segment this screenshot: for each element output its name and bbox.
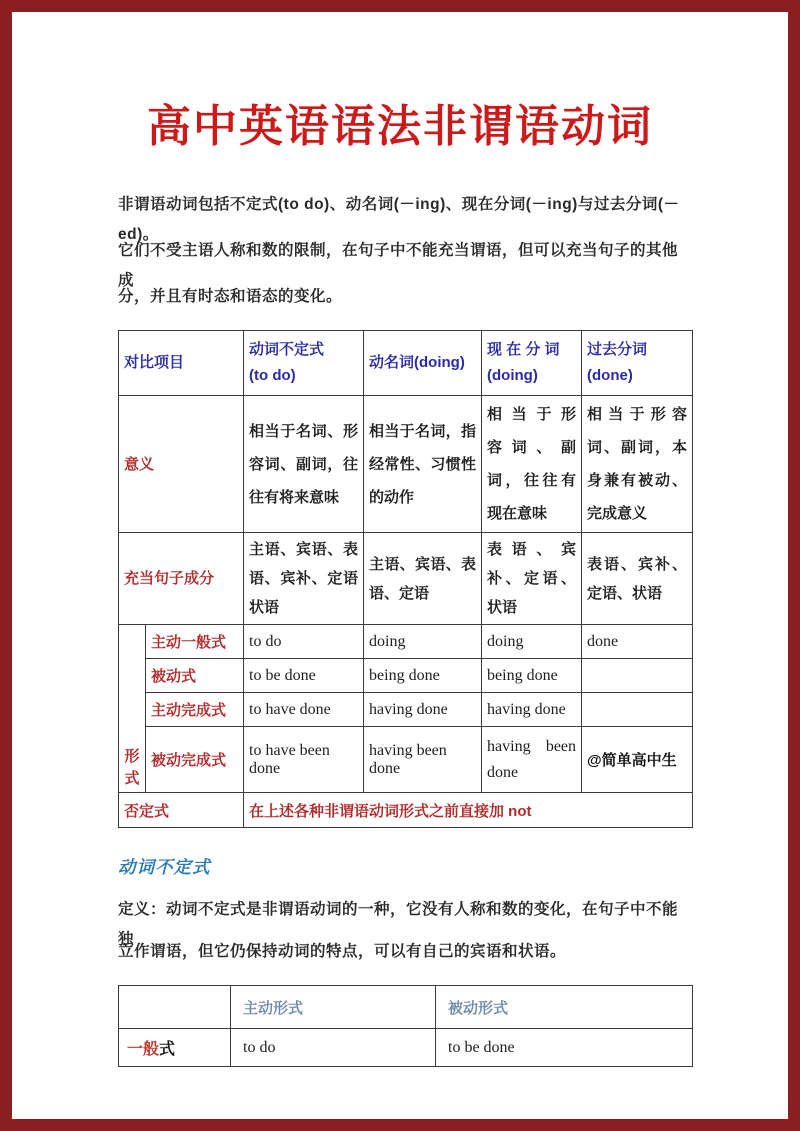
meaning-cell-gerund: 相当于名词，指经常性、习惯性的动作 <box>364 396 482 533</box>
infinitive-table-header-row <box>119 986 693 1029</box>
page-content <box>118 190 692 1067</box>
page-title: 高中英语语法非谓语动词 <box>147 102 653 151</box>
meaning-row-label: 意义 <box>119 396 244 533</box>
meaning-cell-infinitive: 相当于名词、形容词、副词，往往有将来意味 <box>244 396 364 533</box>
infinitive-general-passive: to be done <box>436 1029 693 1067</box>
intro-line-1: 非谓语动词包括不定式(to do)、动名词(－ing)、现在分词(－ing)与过去分词(－ed)。 <box>118 196 680 243</box>
form-cell: having done <box>482 693 582 727</box>
form-cell: doing <box>364 625 482 659</box>
component-cell-gerund: 主语、宾语、表语、定语 <box>364 533 482 625</box>
form-cell: being done <box>482 659 582 693</box>
form-row-passive-perfect <box>119 727 693 793</box>
meaning-row <box>119 396 693 533</box>
negative-row-content: 在上述各种非谓语动词形式之前直接加 not <box>244 793 693 828</box>
form-cell: having done <box>364 693 482 727</box>
component-row-label: 充当句子成分 <box>119 533 244 625</box>
meaning-cell-present: 相 当 于 形 容词、副词，往往有现在意味 <box>482 396 582 533</box>
negative-form-row <box>119 793 693 828</box>
infinitive-general-label <box>119 1029 231 1067</box>
section-heading-infinitive: 动词不定式 <box>118 857 211 877</box>
header-present-participle-line2: (doing) <box>487 367 538 384</box>
intro-paragraph <box>118 190 692 328</box>
form-sublabel-active-perfect: 主动完成式 <box>146 693 244 727</box>
form-cell: to have done <box>244 693 364 727</box>
header-present-participle <box>482 331 582 396</box>
form-row-active-general <box>119 625 693 659</box>
infinitive-general-row <box>119 1029 693 1067</box>
component-cell-past: 表语、宾补、定语、状语 <box>582 533 693 625</box>
infinitive-general-label-black: 式 <box>159 1041 176 1058</box>
form-row-passive <box>119 659 693 693</box>
infinitive-header-active: 主动形式 <box>231 986 436 1029</box>
intro-line-2: 它们不受主语人称和数的限制，在句子中不能充当谓语，但可以充当句子的其他 成 <box>118 242 679 289</box>
form-cell: being done <box>364 659 482 693</box>
header-present-participle-line1: 现 在 分 词 <box>487 341 560 358</box>
form-cell: to be done <box>244 659 364 693</box>
comparison-table <box>118 330 693 828</box>
form-cell: doing <box>482 625 582 659</box>
infinitive-forms-table <box>118 985 693 1067</box>
header-infinitive <box>244 331 364 396</box>
definition-line-1: 定义：动词不定式是非谓语动词的一种，它没有人称和数的变化，在句子中不能独 <box>118 901 679 948</box>
form-cell: done <box>582 625 693 659</box>
infinitive-header-blank <box>119 986 231 1029</box>
intro-line-3: 分，并且有时态和语态的变化。 <box>118 288 343 305</box>
watermark-text: @简单高中生 <box>582 727 693 793</box>
form-sublabel-passive-perfect: 被动完成式 <box>146 727 244 793</box>
form-cell <box>582 693 693 727</box>
header-past-participle: 过去分词(done) <box>582 331 693 396</box>
comparison-table-header-row <box>119 331 693 396</box>
header-compare-item: 对比项目 <box>119 331 244 396</box>
form-sublabel-active-general: 主动一般式 <box>146 625 244 659</box>
component-cell-present: 表语、宾补、定语、状语 <box>482 533 582 625</box>
form-group-label: 形式 <box>119 625 146 793</box>
header-infinitive-line1: 动词不定式 <box>249 341 325 358</box>
form-cell: to do <box>244 625 364 659</box>
form-cell <box>582 659 693 693</box>
header-infinitive-line2: (to do) <box>249 367 296 384</box>
component-cell-infinitive: 主语、宾语、表语、宾补、定语状语 <box>244 533 364 625</box>
infinitive-general-active: to do <box>231 1029 436 1067</box>
infinitive-general-label-red: 一般 <box>127 1041 160 1058</box>
form-cell: having been done <box>482 727 582 793</box>
form-row-active-perfect <box>119 693 693 727</box>
sentence-component-row <box>119 533 693 625</box>
form-cell: to have been done <box>244 727 364 793</box>
definition-paragraph <box>118 895 692 979</box>
meaning-cell-past: 相当于形容词、副词，本身兼有被动、完成意义 <box>582 396 693 533</box>
definition-line-2: 立作谓语，但它仍保持动词的特点，可以有自己的宾语和状语。 <box>118 943 567 960</box>
form-sublabel-passive: 被动式 <box>146 659 244 693</box>
negative-row-label: 否定式 <box>119 793 244 828</box>
infinitive-header-passive: 被动形式 <box>436 986 693 1029</box>
form-cell: having been done <box>364 727 482 793</box>
header-gerund: 动名词(doing) <box>364 331 482 396</box>
